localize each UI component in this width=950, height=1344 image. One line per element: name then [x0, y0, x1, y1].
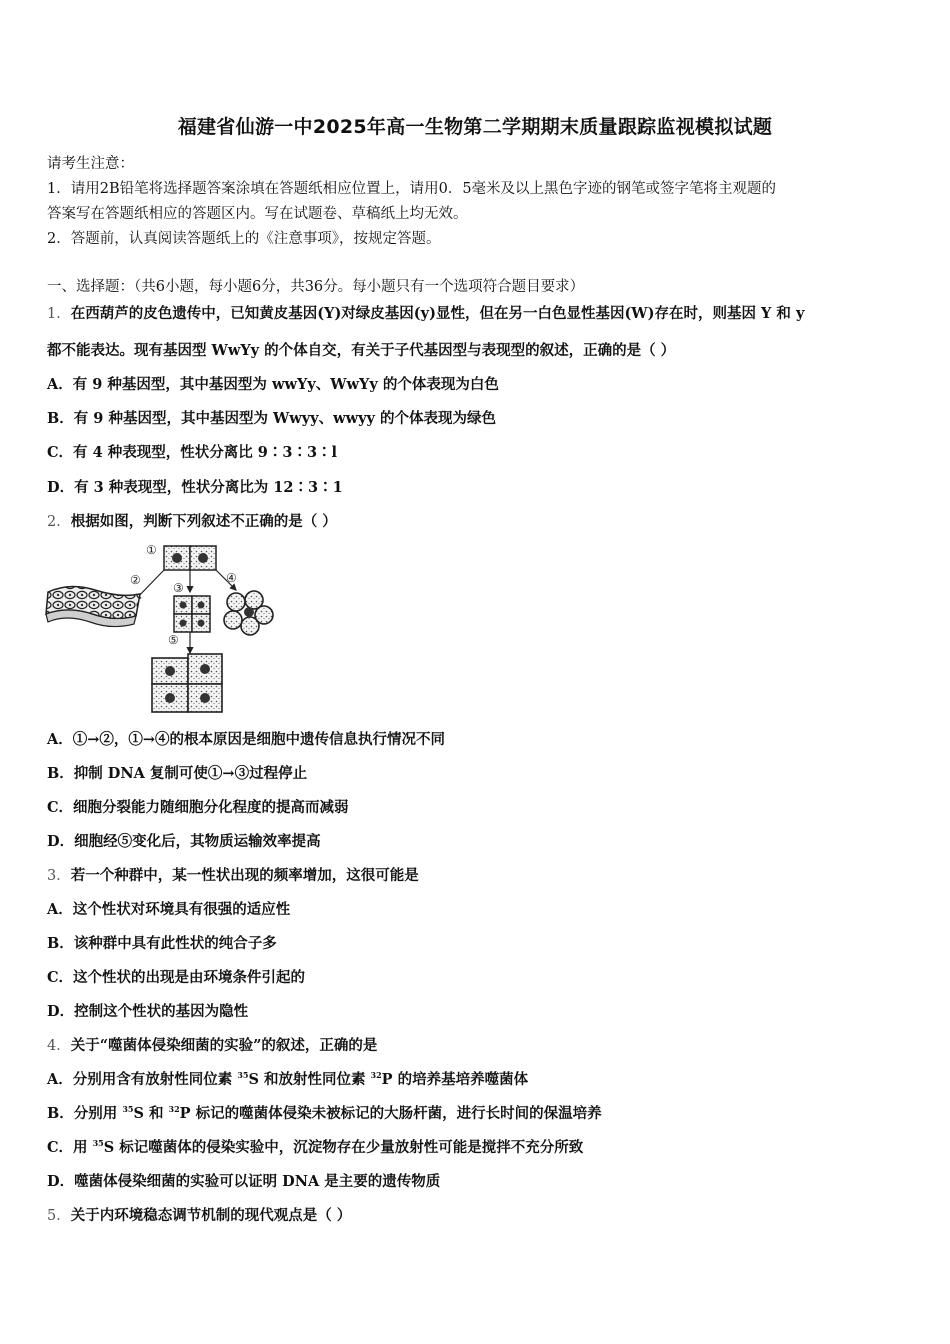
isotope-mass: 35 [237, 1070, 249, 1080]
isotope-mass: 32 [168, 1104, 180, 1114]
question-2-option-b: B．抑制 DNA 复制可使①→③过程停止 [47, 765, 308, 782]
question-1-option-c: C．有 4 种表现型，性状分离比 9∶3∶3∶l [47, 444, 338, 461]
question-3-option-a: A．这个性状对环境具有很强的适应性 [47, 901, 291, 918]
option-text: C．用 [47, 1139, 93, 1156]
question-1-stem-line-1 [47, 302, 804, 323]
option-text: S 和 [133, 1105, 169, 1122]
notice-heading: 请考生注意： [47, 156, 134, 172]
question-2-stem-text: 根据如图，判断下列叙述不正确的是（ ） [70, 513, 337, 530]
figure-label-1: ① [146, 543, 157, 557]
question-2-option-d: D．细胞经⑤变化后，其物质运输效率提高 [47, 833, 321, 850]
question-2-option-a: A．①→②，①→④的根本原因是细胞中遗传信息执行情况不同 [47, 731, 446, 748]
question-3-option-d: D．控制这个性状的基因为隐性 [47, 1003, 249, 1020]
section-heading: 一、选择题：（共6小题，每小题6分，共36分。每小题只有一个选项符合题目要求） [47, 279, 585, 295]
question-1-option-a: A．有 9 种基因型，其中基因型为 wwYy、WwYy 的个体表现为白色 [47, 376, 499, 393]
question-5-stem-text: 关于内环境稳态调节机制的现代观点是（ ） [70, 1207, 352, 1224]
notice-item-1-line-2: 答案写在答题纸相应的答题区内。写在试题卷、草稿纸上均无效。 [47, 206, 468, 222]
question-5-stem [47, 1204, 351, 1225]
question-5-number: 5． [47, 1208, 71, 1224]
question-1-option-b: B．有 9 种基因型，其中基因型为 Wwyy、wwyy 的个体表现为绿色 [47, 410, 496, 427]
question-3-stem [47, 864, 419, 885]
question-4-stem-text: 关于“噬菌体侵染细菌的实验”的叙述，正确的是 [70, 1037, 378, 1054]
figure-label-2: ② [130, 573, 141, 587]
question-1-stem-line-2: 都不能表达。现有基因型 WwYy 的个体自交，有关于子代基因型与表现型的叙述，正确的是（ ） [47, 342, 676, 359]
option-text: S 标记噬菌体的侵染实验中，沉淀物存在少量放射性可能是搅拌不充分所致 [103, 1139, 584, 1156]
dividing-cells-3 [174, 596, 210, 632]
notice-item-2: 2．答题前，认真阅读答题纸上的《注意事项》，按规定答题。 [47, 231, 441, 247]
cell-differentiation-figure [40, 540, 285, 715]
isotope-mass: 35 [92, 1138, 104, 1148]
question-3-option-b: B．该种群中具有此性状的纯合子多 [47, 935, 277, 952]
option-text: S 和放射性同位素 [248, 1071, 371, 1088]
question-4-option-b [47, 1102, 602, 1123]
question-4-option-a [47, 1068, 528, 1089]
question-3-number: 3． [47, 868, 71, 884]
figure-label-5: ⑤ [168, 633, 179, 647]
grown-cells-5 [152, 654, 222, 712]
question-2-stem [47, 510, 337, 531]
option-text: A．分别用含有放射性同位素 [47, 1071, 238, 1088]
option-text: P 标记的噬菌体侵染未被标记的大肠杆菌，进行长时间的保温培养 [179, 1105, 602, 1122]
question-1-stem-text: 在西葫芦的皮色遗传中，已知黄皮基因(Y)对绿皮基因(y)显性，但在另一白色显性基因(W)存在时，则基因 Y 和 y [70, 305, 805, 322]
notice-item-1-line-1: 1．请用2B铅笔将选择题答案涂填在答题纸相应位置上，请用0．5毫米及以上黑色字迹的钢笔或签字笔将主观题的 [47, 181, 777, 197]
question-4-number: 4． [47, 1038, 71, 1054]
isotope-mass: 32 [370, 1070, 382, 1080]
differentiated-cells-4 [224, 591, 273, 635]
question-2-number: 2． [47, 514, 71, 530]
figure-label-3: ③ [173, 581, 184, 595]
question-4-option-c [47, 1136, 583, 1157]
question-1-option-d: D．有 3 种表现型，性状分离比为 12∶3∶1 [47, 479, 343, 496]
question-3-stem-text: 若一个种群中，某一性状出现的频率增加，这很可能是 [70, 867, 419, 884]
question-2-option-c: C．细胞分裂能力随细胞分化程度的提高而减弱 [47, 799, 349, 816]
option-text: P 的培养基培养噬菌体 [381, 1071, 529, 1088]
question-1-number: 1． [47, 306, 71, 322]
page-title: 福建省仙游一中2025年高一生物第二学期期末质量跟踪监视模拟试题 [177, 116, 773, 138]
question-4-option-d: D．噬菌体侵染细菌的实验可以证明 DNA 是主要的遗传物质 [47, 1173, 441, 1190]
stem-cells [164, 546, 216, 570]
question-4-stem [47, 1034, 377, 1055]
option-text: B．分别用 [47, 1105, 123, 1122]
isotope-mass: 35 [122, 1104, 134, 1114]
figure-label-4: ④ [226, 571, 237, 585]
differentiated-tissue-2 [46, 586, 140, 626]
question-3-option-c: C．这个性状的出现是由环境条件引起的 [47, 969, 306, 986]
